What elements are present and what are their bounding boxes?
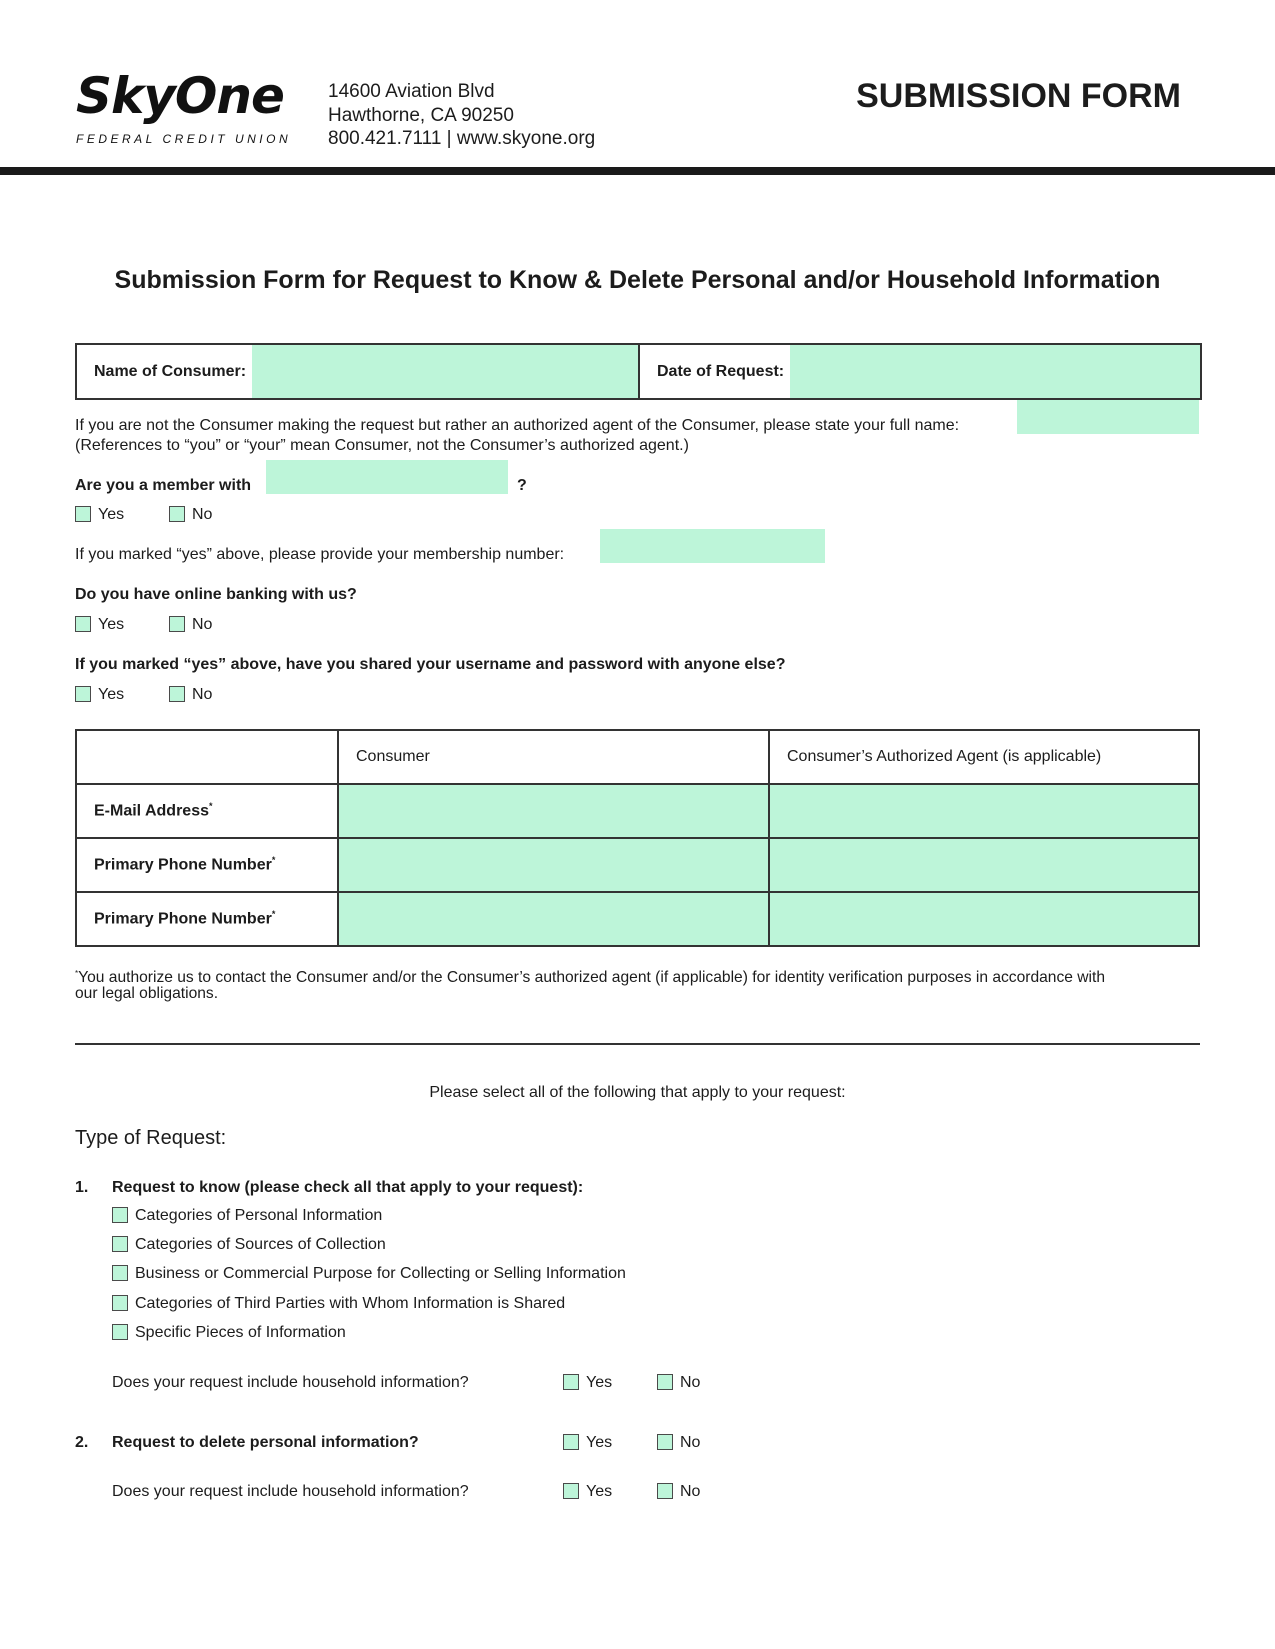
request-2-household-no-label: No: [680, 1483, 701, 1500]
shared-credentials-yes-label: Yes: [98, 686, 125, 703]
request-1-household-no-label: No: [680, 1374, 701, 1391]
request-2-number: 2.: [75, 1434, 89, 1451]
row-label-phone-2-text: Primary Phone Number: [94, 910, 272, 928]
request-delete-yes-label: Yes: [586, 1434, 613, 1451]
request-2-household-no-checkbox[interactable]: [657, 1483, 673, 1499]
member-question-mark: ?: [517, 477, 527, 494]
agent-note: If you are not the Consumer making the request but rather an authorized agent of the Consumer, please state your full name:: [75, 417, 960, 434]
online-banking-no-label: No: [192, 616, 213, 633]
asterisk-mark: *: [271, 909, 276, 920]
request-delete-no-label: No: [680, 1434, 701, 1451]
request-2-household-yes-checkbox[interactable]: [563, 1483, 579, 1499]
agent-note-reference: (References to “you” or “your” mean Consumer, not the Consumer’s authorized agent.): [75, 437, 689, 454]
option-categories-personal-info-label: Categories of Personal Information: [135, 1207, 383, 1224]
option-specific-pieces-checkbox[interactable]: [112, 1324, 128, 1340]
agent-phone-1-input[interactable]: [769, 838, 1199, 892]
shared-credentials-no-label: No: [192, 686, 213, 703]
request-1-household-question: Does your request include household information?: [112, 1374, 469, 1391]
membership-number-label: If you marked “yes” above, please provide your membership number:: [75, 546, 565, 563]
membership-number-input[interactable]: [600, 529, 825, 563]
asterisk-mark: *: [209, 801, 213, 812]
header-rule: [0, 167, 1275, 175]
col-header-consumer: Consumer: [338, 730, 769, 784]
footnote-mark: *: [75, 969, 79, 978]
shared-credentials-question: If you marked “yes” above, have you shared your username and password with anyone else?: [75, 656, 786, 673]
request-date-input[interactable]: [790, 345, 1200, 398]
consumer-date-table: [75, 343, 1202, 400]
request-1-household-yes-checkbox[interactable]: [563, 1374, 579, 1390]
request-2-household-question: Does your request include household information?: [112, 1483, 469, 1500]
row-label-email: [76, 784, 338, 838]
page-title: Submission Form for Request to Know & Delete Personal and/or Household Information: [114, 266, 1161, 294]
asterisk-mark: *: [271, 855, 276, 866]
member-yes-label: Yes: [98, 506, 125, 523]
consumer-email-input[interactable]: [338, 784, 769, 838]
online-banking-no-checkbox[interactable]: [169, 616, 185, 632]
contact-table: [75, 729, 1200, 947]
option-categories-personal-info-checkbox[interactable]: [112, 1207, 128, 1223]
online-banking-yes-checkbox[interactable]: [75, 616, 91, 632]
col-header-agent: Consumer’s Authorized Agent (is applicable): [769, 730, 1199, 784]
shared-credentials-yes-checkbox[interactable]: [75, 686, 91, 702]
type-of-request-heading: Type of Request:: [75, 1127, 227, 1149]
request-delete-no-checkbox[interactable]: [657, 1434, 673, 1450]
logo-subtext: FEDERAL CREDIT UNION: [76, 132, 292, 146]
consumer-phone-2-input[interactable]: [338, 892, 769, 946]
option-specific-pieces-label: Specific Pieces of Information: [135, 1324, 346, 1341]
row-label-phone-2: [76, 892, 338, 946]
footnote-line-1-text: You authorize us to contact the Consumer and/or the Consumer’s authorized agent (if applicable) for identity verification purposes in accordance with: [78, 969, 1106, 987]
request-2-household-yes-label: Yes: [586, 1483, 613, 1500]
member-yes-checkbox[interactable]: [75, 506, 91, 522]
address-line-1: 14600 Aviation Blvd: [328, 81, 495, 102]
member-institution-input[interactable]: [266, 460, 508, 494]
consumer-name-cell: [76, 344, 639, 399]
request-1-number: 1.: [75, 1179, 89, 1196]
row-label-phone-1: [76, 838, 338, 892]
form-label: SUBMISSION FORM: [856, 77, 1181, 115]
consumer-phone-1-input[interactable]: [338, 838, 769, 892]
request-date-cell: [639, 344, 1201, 399]
option-sources-of-collection-label: Categories of Sources of Collection: [135, 1236, 386, 1253]
select-instruction: Please select all of the following that apply to your request:: [429, 1084, 846, 1101]
request-to-know-label: Request to know (please check all that apply to your request):: [112, 1179, 584, 1196]
footnote-line-2: our legal obligations.: [75, 985, 219, 1002]
address-line-2: Hawthorne, CA 90250: [328, 105, 514, 126]
section-divider: [75, 1043, 1200, 1045]
row-label-email-text: E-Mail Address: [94, 802, 209, 820]
consumer-name-label: Name of Consumer:: [94, 362, 247, 380]
logo: SkyOne: [76, 67, 284, 125]
agent-email-input[interactable]: [769, 784, 1199, 838]
contact-line: 800.421.7111 | www.skyone.org: [328, 128, 596, 149]
option-third-parties-checkbox[interactable]: [112, 1295, 128, 1311]
member-no-label: No: [192, 506, 213, 523]
option-sources-of-collection-checkbox[interactable]: [112, 1236, 128, 1252]
request-1-household-no-checkbox[interactable]: [657, 1374, 673, 1390]
option-third-parties-label: Categories of Third Parties with Whom Information is Shared: [135, 1295, 566, 1312]
agent-name-input[interactable]: [1017, 400, 1199, 434]
row-label-phone-1-text: Primary Phone Number: [94, 856, 272, 874]
consumer-name-input[interactable]: [252, 345, 638, 398]
online-banking-yes-label: Yes: [98, 616, 125, 633]
option-business-purpose-checkbox[interactable]: [112, 1265, 128, 1281]
request-to-delete-label: Request to delete personal information?: [112, 1434, 419, 1451]
footnote-line-1: [75, 964, 1105, 988]
request-delete-yes-checkbox[interactable]: [563, 1434, 579, 1450]
contact-table-corner: [76, 730, 338, 784]
option-business-purpose-label: Business or Commercial Purpose for Collecting or Selling Information: [135, 1265, 626, 1282]
online-banking-question: Do you have online banking with us?: [75, 586, 357, 603]
member-question: Are you a member with: [75, 477, 252, 494]
shared-credentials-no-checkbox[interactable]: [169, 686, 185, 702]
request-date-label: Date of Request:: [657, 362, 785, 380]
request-1-household-yes-label: Yes: [586, 1374, 613, 1391]
agent-phone-2-input[interactable]: [769, 892, 1199, 946]
member-no-checkbox[interactable]: [169, 506, 185, 522]
